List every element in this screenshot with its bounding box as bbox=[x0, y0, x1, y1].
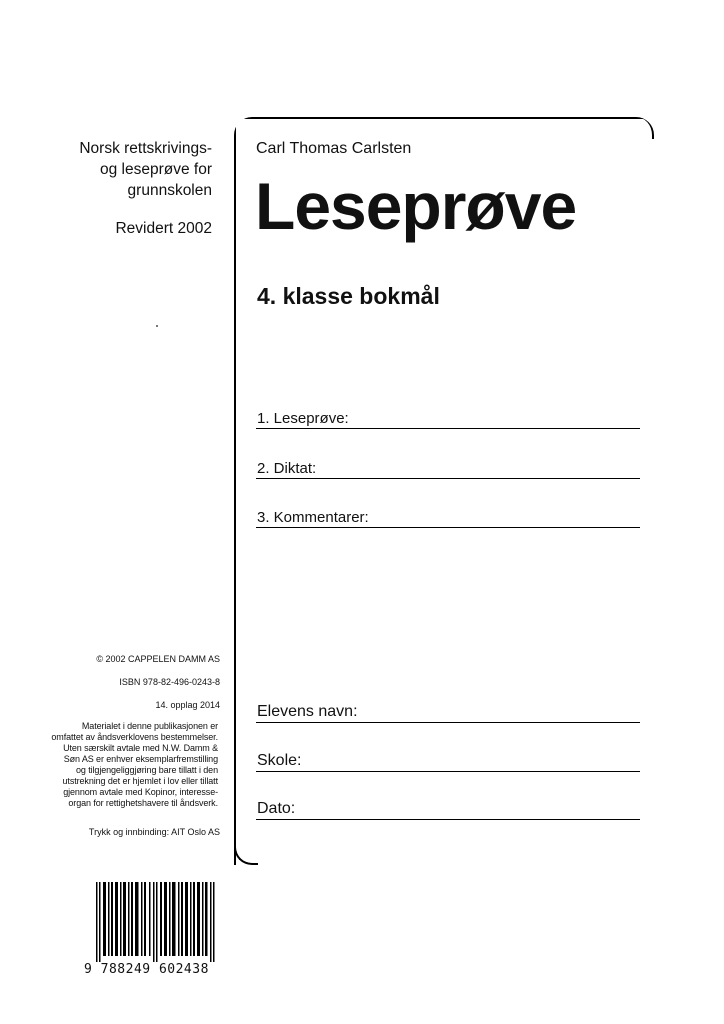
legal-line: Materialet i denne publikasjonen er bbox=[81, 721, 218, 731]
field-school[interactable] bbox=[256, 751, 640, 772]
field-label: Skole: bbox=[257, 752, 302, 769]
legal-line: organ for rettighetshavere til åndsverk. bbox=[68, 798, 218, 808]
stray-dot bbox=[156, 325, 158, 327]
field-date[interactable] bbox=[256, 799, 640, 820]
series-line-1: Norsk rettskrivings- bbox=[79, 140, 212, 157]
field-reading-test[interactable] bbox=[256, 408, 640, 429]
barcode-digits: 9 788249 602438 bbox=[84, 962, 209, 977]
field-label: Dato: bbox=[257, 800, 296, 817]
copyright-notice: © 2002 CAPPELEN DAMM AS bbox=[96, 654, 220, 664]
printer-note: Trykk og innbinding: AIT Oslo AS bbox=[88, 827, 220, 837]
legal-line: og tilgjengeliggjøring bare tillatt i den bbox=[76, 765, 218, 775]
legal-line: Uten særskilt avtale med N.W. Damm & bbox=[63, 743, 218, 753]
series-line-3: grunnskolen bbox=[127, 182, 212, 199]
field-label: 1. Leseprøve: bbox=[257, 410, 349, 427]
field-dictation[interactable] bbox=[256, 458, 640, 479]
legal-line: utstrekning det er hjemlet i lov eller tillatt bbox=[62, 776, 218, 786]
grade-subtitle: 4. klasse bokmål bbox=[257, 283, 440, 309]
legal-line: omfattet av åndsverklovens bestemmelser. bbox=[51, 732, 218, 742]
series-line-2: og leseprøve for bbox=[100, 161, 212, 178]
barcode-icon bbox=[96, 882, 216, 962]
field-label: Elevens navn: bbox=[257, 703, 358, 720]
isbn-number: ISBN 978-82-496-0243-8 bbox=[119, 677, 220, 687]
series-title bbox=[0, 138, 212, 201]
page-title: Leseprøve bbox=[255, 169, 577, 243]
legal-line: gjennom avtale med Kopinor, interesse- bbox=[63, 787, 218, 797]
field-comments[interactable] bbox=[256, 507, 640, 528]
revision-note: Revidert 2002 bbox=[115, 220, 212, 237]
field-label: 3. Kommentarer: bbox=[257, 509, 369, 526]
legal-line: Søn AS er enhver eksemplarfremstilling bbox=[63, 754, 218, 764]
author-name: Carl Thomas Carlsten bbox=[256, 140, 412, 157]
field-label: 2. Diktat: bbox=[257, 460, 317, 477]
legal-notice bbox=[28, 721, 218, 809]
field-student-name[interactable] bbox=[256, 702, 640, 723]
edition-note: 14. opplag 2014 bbox=[155, 700, 220, 710]
